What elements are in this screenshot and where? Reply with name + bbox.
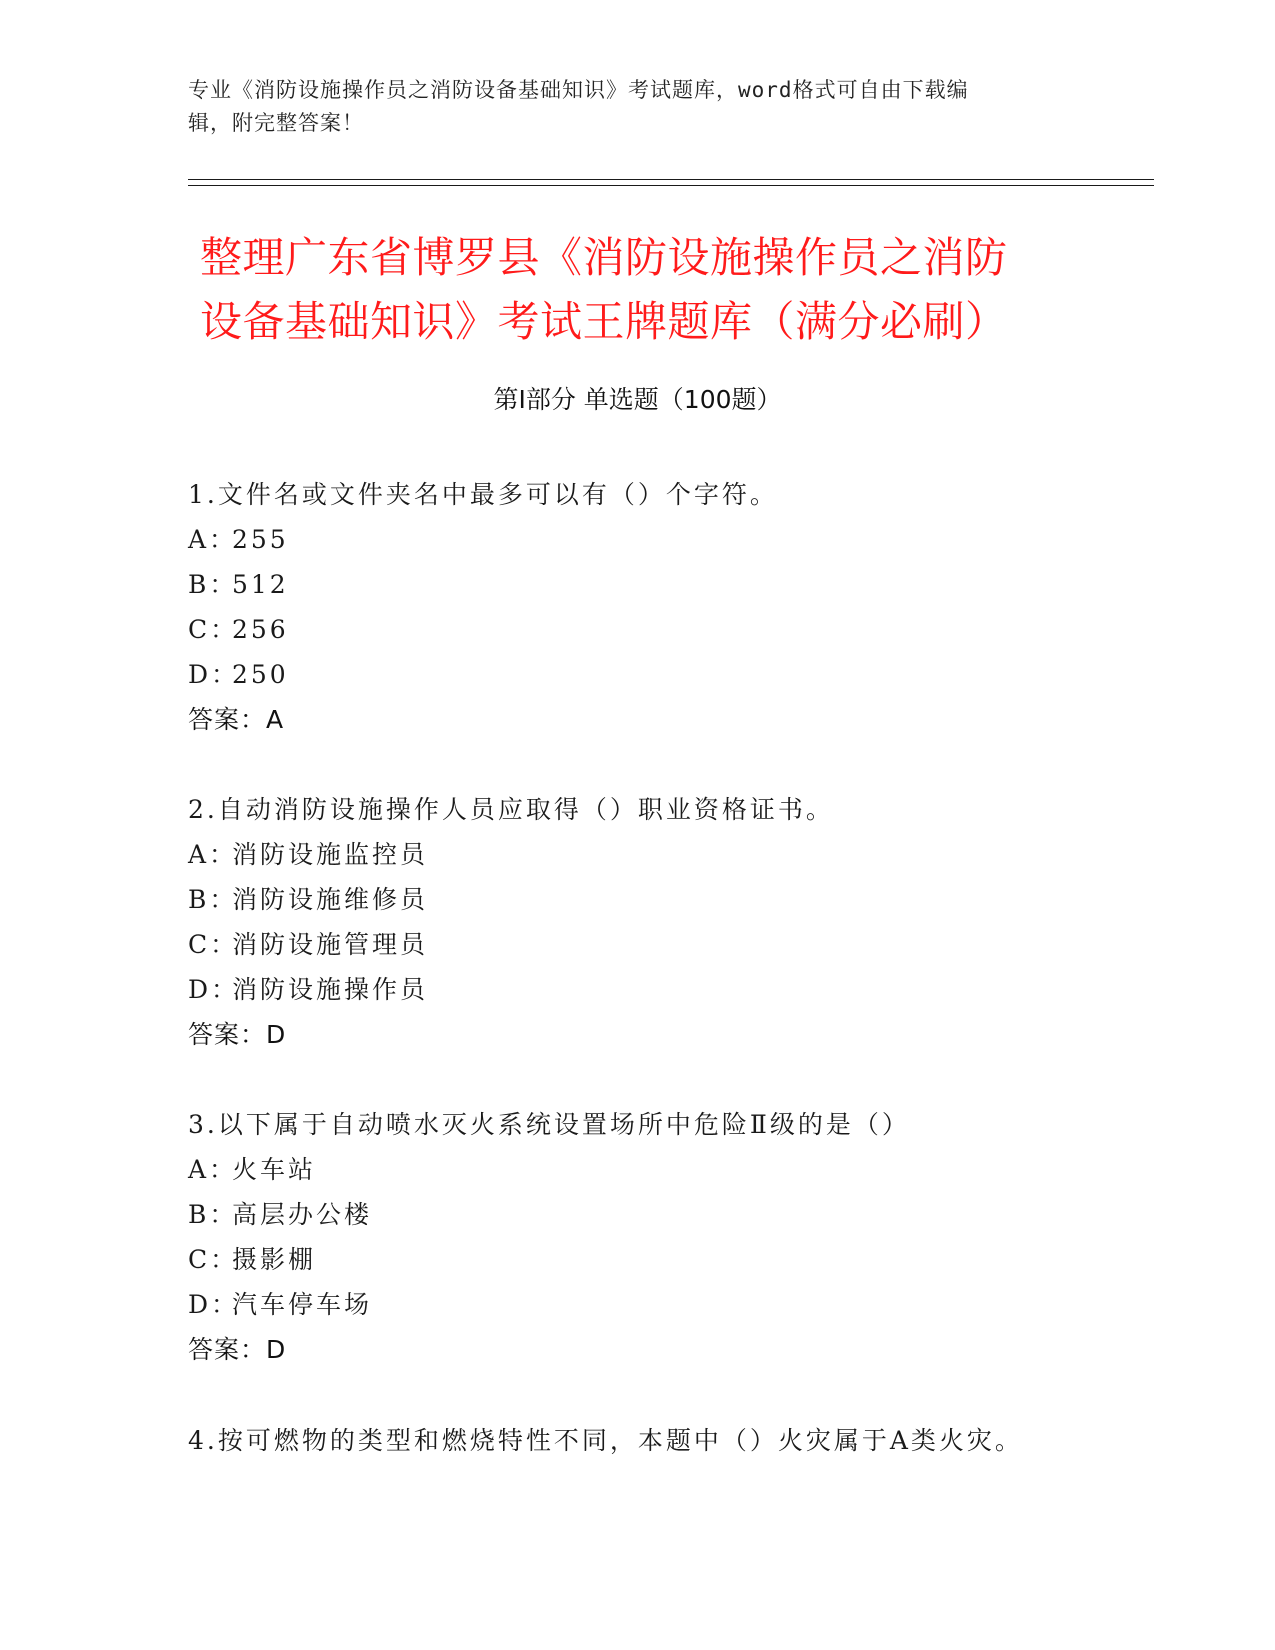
section-heading: 第Ⅰ部分 单选题（100题） <box>493 385 782 414</box>
option-a <box>188 832 1148 877</box>
option-label: D： <box>188 660 240 689</box>
question-stem: 2.自动消防设施操作人员应取得（）职业资格证书。 <box>188 795 834 824</box>
option-label: B： <box>188 885 238 914</box>
option-b <box>188 1192 1148 1237</box>
option-d <box>188 967 1148 1012</box>
question-stem: 4.按可燃物的类型和燃烧特性不同，本题中（）火灾属于A类火灾。 <box>188 1426 1023 1455</box>
question-4 <box>188 1418 1148 1463</box>
option-label: C： <box>188 1245 239 1274</box>
option-label: C： <box>188 930 239 959</box>
question-stem: 3.以下属于自动喷水灭火系统设置场所中危险Ⅱ级的是（） <box>188 1110 910 1139</box>
header-divider-top <box>188 179 1154 180</box>
answer-line: 答案：D <box>188 1335 287 1364</box>
option-d <box>188 1282 1148 1327</box>
option-text: 256 <box>232 615 289 644</box>
option-label: A： <box>188 840 238 869</box>
option-c <box>188 922 1148 967</box>
option-label: A： <box>188 525 238 554</box>
document-title-line-2: 设备基础知识》考试王牌题库（满分必刷） <box>200 297 1008 346</box>
option-label: D： <box>188 975 240 1004</box>
option-b <box>188 562 1148 607</box>
option-text: 摄影棚 <box>232 1245 317 1274</box>
option-c <box>188 607 1148 652</box>
document-title-line-1: 整理广东省博罗县《消防设施操作员之消防 <box>200 233 1008 282</box>
document-title <box>200 226 1100 354</box>
option-text: 250 <box>232 660 289 689</box>
header-divider-bottom <box>188 185 1154 186</box>
answer-line: 答案：A <box>188 705 285 734</box>
option-text: 消防设施监控员 <box>232 840 429 869</box>
option-text: 255 <box>232 525 289 554</box>
option-label: B： <box>188 570 238 599</box>
option-label: D： <box>188 1290 240 1319</box>
answer-line: 答案：D <box>188 1020 287 1049</box>
question-1 <box>188 472 1148 742</box>
header-note <box>188 74 1068 140</box>
question-stem: 1.文件名或文件夹名中最多可以有（）个字符。 <box>188 480 778 509</box>
option-text: 消防设施管理员 <box>232 930 429 959</box>
option-text: 消防设施维修员 <box>232 885 429 914</box>
option-text: 512 <box>232 570 289 599</box>
option-text: 火车站 <box>232 1155 317 1184</box>
option-label: C： <box>188 615 239 644</box>
question-3 <box>188 1102 1148 1372</box>
option-a <box>188 517 1148 562</box>
option-b <box>188 877 1148 922</box>
option-c <box>188 1237 1148 1282</box>
option-label: B： <box>188 1200 238 1229</box>
option-a <box>188 1147 1148 1192</box>
header-note-line-1: 专业《消防设施操作员之消防设备基础知识》考试题库，word格式可自由下载编 <box>188 78 969 102</box>
option-text: 汽车停车场 <box>232 1290 373 1319</box>
option-label: A： <box>188 1155 238 1184</box>
header-note-line-2: 辑，附完整答案！ <box>188 111 364 135</box>
option-d <box>188 652 1148 697</box>
question-2 <box>188 787 1148 1057</box>
option-text: 高层办公楼 <box>232 1200 373 1229</box>
option-text: 消防设施操作员 <box>232 975 429 1004</box>
